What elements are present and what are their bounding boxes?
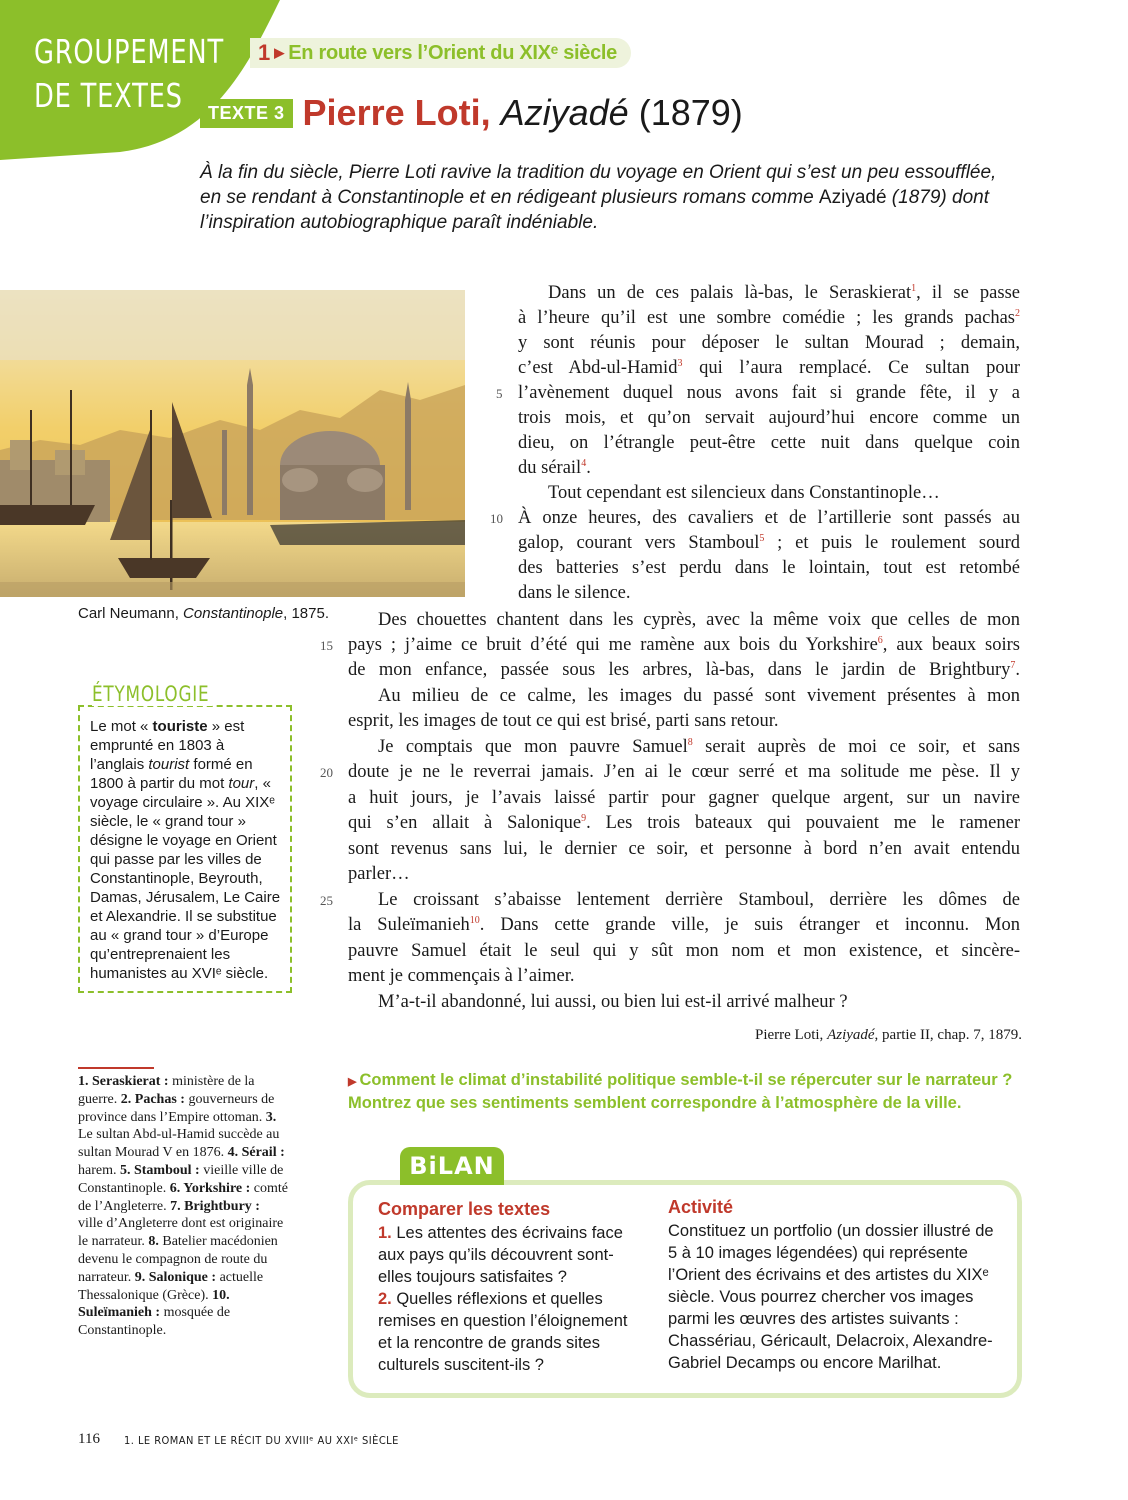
compare-question-1 bbox=[378, 1222, 640, 1288]
etymology-box bbox=[78, 705, 292, 993]
title-year: (1879) bbox=[638, 92, 743, 133]
etym-part3: formé en 1800 à partir du mot bbox=[90, 756, 253, 792]
text-seg: ; et puis le roulement sourd bbox=[764, 533, 1020, 553]
group-title-line2: DE TEXTES bbox=[34, 76, 183, 115]
text-seg: pays ; j’aime ce bruit d’été qui me ramène aux bois du Yorkshire bbox=[348, 635, 878, 655]
triangle-arrow-icon: ▶ bbox=[348, 1076, 360, 1088]
source-citation bbox=[755, 1027, 1022, 1044]
text-seg: a huit jours, je l’avais laissé partir pour gagner quelque argent, sur un navire bbox=[348, 788, 1020, 808]
text-seg: doute je ne le reverrai jamais. J’en ai le cœur serré et ma solitude me pèse. Il y bbox=[348, 762, 1020, 782]
text-line bbox=[348, 964, 575, 989]
page-title bbox=[303, 92, 743, 134]
text-line bbox=[518, 381, 1020, 406]
group-title bbox=[34, 30, 224, 118]
text-seg: Tout cependant est silencieux dans Constantinople… bbox=[548, 483, 940, 503]
text-seg: Le croissant s’abaisse lentement derrière Stamboul, derrière les dômes de bbox=[378, 890, 1020, 910]
text-line bbox=[548, 481, 940, 506]
etym-part4: , « voyage circulaire ». Au XIXᵉ siècle, le « grand tour » désigne le voyage en Orient qui passe par les villes de Constantinople, Beyrouth, Damas, Jérusalem, Le Caire et Alexandrie. Il se substitue au « grand tour » d’Europe qu’entreprenaient les humanistes au XVIᵉ siècle. bbox=[90, 775, 281, 982]
text-seg: M’a-t-il abandonné, lui aussi, ou bien lui est-il arrivé malheur ? bbox=[378, 992, 848, 1012]
line-number: 25 bbox=[320, 893, 333, 908]
footnote-term: 9. Salonique : bbox=[134, 1269, 217, 1285]
text-seg: des batteries s’est perdu dans le lointain, tout est retombé bbox=[518, 558, 1020, 578]
text-seg: pauvre Samuel était le seul qui y sût mon nom et mon existence, et sincère- bbox=[348, 941, 1020, 961]
footnote-ref: 5 bbox=[759, 532, 765, 544]
text-line bbox=[378, 684, 1020, 709]
text-line bbox=[378, 608, 1020, 633]
footnote-term: 10. Suleïmanieh : bbox=[78, 1287, 230, 1321]
text-seg: la Suleïmanieh bbox=[348, 915, 470, 935]
reading-question bbox=[348, 1070, 1038, 1114]
text-line bbox=[548, 281, 1020, 306]
text-line bbox=[518, 506, 1020, 531]
text-seg: c’est Abd-ul-Hamid bbox=[518, 358, 678, 378]
intro-part2: (1879) dont l’inspiration autobiographique paraît indéniable. bbox=[200, 187, 989, 233]
source-work: Aziyadé bbox=[827, 1027, 875, 1043]
intro-work: Aziyadé bbox=[818, 187, 887, 208]
bilan-activity bbox=[668, 1196, 998, 1374]
route-number: 1 bbox=[258, 40, 271, 65]
compare-question-2 bbox=[378, 1288, 640, 1376]
etym-tour: tour bbox=[228, 775, 255, 792]
route-title: En route vers l’Orient du XIXᵉ siècle bbox=[288, 41, 618, 64]
text-seg: trois mois, et qu’on servait aujourd’hui encore comme un bbox=[518, 408, 1020, 428]
etym-word: touriste bbox=[152, 718, 208, 735]
text-seg: Je comptais que mon pauvre Samuel bbox=[378, 737, 688, 757]
footnotes bbox=[78, 1073, 288, 1340]
title-author: Pierre Loti, bbox=[302, 92, 491, 133]
text-line bbox=[518, 306, 1020, 331]
question-line1: Comment le climat d’instabilité politique semble-t-il se répercuter sur le narrateur ? bbox=[359, 1071, 1013, 1089]
footnote-rule bbox=[78, 1067, 154, 1069]
footnote-term: 8. bbox=[148, 1234, 159, 1250]
text-line bbox=[348, 939, 1020, 964]
page-number: 116 bbox=[78, 1431, 100, 1447]
group-title-line1: GROUPEMENT bbox=[34, 32, 224, 71]
text-line bbox=[348, 709, 779, 734]
text-line bbox=[348, 760, 1020, 785]
question-line2: Montrez que ses sentiments semblent correspondre à l’atmosphère de la ville. bbox=[348, 1094, 962, 1112]
running-footer: 1. LE ROMAN ET LE RÉCIT DU XVIIIᵉ AU XXIᵉ SIÈCLE bbox=[124, 1434, 399, 1447]
constantinople-painting bbox=[0, 290, 465, 597]
footnote-term: 7. Brightbury : bbox=[170, 1198, 260, 1214]
footnote-ref: 4 bbox=[581, 457, 587, 469]
footnote-term: 6. Yorkshire : bbox=[169, 1180, 251, 1196]
text-seg: galop, courant vers Stamboul bbox=[518, 533, 760, 553]
painting-caption bbox=[78, 605, 329, 622]
title-work: Aziyadé bbox=[500, 92, 629, 133]
footnote-def: vieille ville de Constantinople. bbox=[78, 1162, 284, 1196]
text-line bbox=[518, 406, 1020, 431]
line-number: 10 bbox=[490, 511, 503, 526]
text-seg: parler… bbox=[348, 864, 410, 884]
text-seg: esprit, les images de tout ce qui est brisé, parti sans retour. bbox=[348, 711, 779, 731]
footnote-ref: 1 bbox=[911, 282, 917, 294]
footnote-def: comté de l’Angleterre. bbox=[78, 1180, 288, 1214]
footnote-ref: 9 bbox=[581, 812, 587, 824]
text-seg: À onze heures, des cavaliers et de l’artillerie sont passés au bbox=[518, 508, 1020, 528]
caption-year: , 1875. bbox=[283, 605, 329, 622]
footnote-ref: 10 bbox=[469, 914, 480, 926]
text-seg: . Dans cette grande ville, je suis étranger et inconnu. Mon bbox=[479, 915, 1020, 935]
intro-part1: À la fin du siècle, Pierre Loti ravive la tradition du voyage en Orient qui s’est un peu essoufflée, en se rendant à Constantinople et en rédigeant plusieurs romans comme bbox=[200, 162, 997, 208]
text-line bbox=[518, 581, 631, 606]
text-seg: , aux beaux soirs bbox=[882, 635, 1020, 655]
text-seg: serait auprès de moi ce soir, et sans bbox=[692, 737, 1020, 757]
text-seg: y sont réunis pour déposer le sultan Mourad ; demain, bbox=[518, 333, 1020, 353]
footnote-def: gouverneurs de province dans l’Empire ottoman. bbox=[78, 1091, 275, 1125]
text-line bbox=[518, 556, 1020, 581]
text-seg: dans le silence. bbox=[518, 583, 631, 603]
text-line bbox=[348, 658, 1020, 683]
text-seg: de mon enfance, passée sous les arbres, là-bas, dans le jardin de Brightbury bbox=[348, 660, 1011, 680]
text-seg: qui l’aura remplacé. Ce sultan pour bbox=[682, 358, 1020, 378]
bilan-compare bbox=[378, 1198, 640, 1376]
text-line bbox=[378, 888, 1020, 913]
triangle-arrow-icon: ▶ bbox=[274, 45, 285, 60]
footnote-term: 3. bbox=[265, 1109, 277, 1125]
caption-author: Carl Neumann, bbox=[78, 605, 184, 622]
text-seg: Des chouettes chantent dans les cyprès, avec la même voix que celles de mon bbox=[378, 610, 1020, 630]
footnote-def: Le sultan Abd-ul-Hamid succède au sultan Mourad V en 1876. bbox=[78, 1127, 280, 1161]
text-line bbox=[518, 356, 1020, 381]
text-seg: qui s’en allait à Salonique bbox=[348, 813, 582, 833]
footnote-term: 2. Pachas : bbox=[120, 1091, 185, 1107]
footnote-ref: 3 bbox=[677, 357, 683, 369]
question-text: Quelles réflexions et quelles remises en question l’éloignement et la rencontre de grands sites culturels suscitent-ils ? bbox=[378, 1290, 628, 1374]
footnote-def: mosquée de Constantinople. bbox=[78, 1305, 231, 1339]
bilan-tab: BiLAN bbox=[400, 1147, 504, 1185]
text-line bbox=[348, 913, 1020, 938]
compare-title: Comparer les textes bbox=[378, 1199, 551, 1219]
footnote-def: actuelle Thessalonique (Grèce). bbox=[78, 1269, 264, 1303]
text-line bbox=[378, 735, 1020, 760]
text-line bbox=[348, 811, 1020, 836]
text-line bbox=[348, 837, 1020, 862]
caption-work: Constantinople bbox=[183, 605, 284, 622]
footnote-ref: 6 bbox=[877, 634, 883, 646]
text-line bbox=[518, 331, 1020, 356]
footnote-term: 5. Stamboul : bbox=[119, 1162, 200, 1178]
footnote-ref: 8 bbox=[687, 736, 693, 748]
footnote-ref: 7 bbox=[1010, 659, 1016, 671]
source-rest: , partie II, chap. 7, 1879. bbox=[874, 1027, 1022, 1043]
text-heading bbox=[200, 92, 743, 134]
text-seg: sont revenus sans lui, le dernier ce soir, et personne à bord n’en avait entendu bbox=[348, 839, 1020, 859]
line-number: 5 bbox=[496, 386, 503, 401]
text-line bbox=[348, 786, 1020, 811]
etymology-title: ÉTYMOLOGIE bbox=[92, 682, 213, 706]
texte-badge: TEXTE 3 bbox=[200, 99, 293, 128]
footnote-term: 4. Sérail : bbox=[227, 1145, 285, 1161]
footnote-def: ville d’Angleterre dont est originaire le narrateur. bbox=[78, 1216, 284, 1250]
etym-part2: » est emprunté en 1803 à l’anglais bbox=[90, 718, 245, 773]
footnote-term: 1. Seraskierat : bbox=[78, 1074, 169, 1089]
text-line bbox=[518, 531, 1020, 556]
text-line bbox=[518, 456, 591, 481]
text-line bbox=[378, 990, 848, 1015]
question-number: 1. bbox=[378, 1224, 392, 1242]
intro-paragraph bbox=[200, 160, 1020, 235]
question-text: Les attentes des écrivains face aux pays qu’ils découvrent sont-elles toujours satisfaites ? bbox=[378, 1224, 623, 1286]
line-number: 15 bbox=[320, 638, 333, 653]
text-seg: dieu, on l’étrangle peut-être cette nuit dans quelque coin bbox=[518, 433, 1020, 453]
footnote-ref: 2 bbox=[1015, 307, 1020, 319]
footnote-def: harem. bbox=[78, 1162, 120, 1178]
activity-title: Activité bbox=[668, 1197, 734, 1217]
text-seg: Au milieu de ce calme, les images du passé sont vivement présentes à mon bbox=[378, 686, 1020, 706]
text-line bbox=[348, 862, 410, 887]
text-seg: . bbox=[1015, 660, 1020, 680]
activity-artists: Chassériau, Géricault, Delacroix, Alexandre-Gabriel Decamps ou encore Marilhat. bbox=[668, 1332, 993, 1372]
text-line bbox=[518, 431, 1020, 456]
activity-text: Constituez un portfolio (un dossier illustré de 5 à 10 images légendées) qui représente l’Orient des écrivains et des artistes du XIXᵉ siècle. Vous pourrez chercher vos images parmi les œuvres des artistes suivants : bbox=[668, 1222, 994, 1328]
text-seg: ment je commençais à l’aimer. bbox=[348, 966, 575, 986]
text-seg: . Les trois bateaux qui pouvaient me le ramener bbox=[586, 813, 1020, 833]
etym-part1: Le mot « bbox=[90, 718, 153, 735]
source-author: Pierre Loti, bbox=[754, 1027, 828, 1043]
text-line bbox=[348, 633, 1020, 658]
text-seg: l’avènement duquel nous avons fait si grande fête, il y a bbox=[518, 383, 1020, 403]
footnote-def: Batelier macédonien devenu le compagnon de route du narrateur. bbox=[78, 1234, 278, 1285]
question-number: 2. bbox=[378, 1290, 392, 1308]
line-number: 20 bbox=[320, 765, 333, 780]
text-seg: . bbox=[586, 458, 591, 478]
text-seg: Dans un de ces palais là-bas, le Seraskierat bbox=[548, 283, 912, 303]
text-seg: à l’heure qu’il est une sombre comédie ; les grands pachas bbox=[518, 308, 1015, 328]
footnote-def: ministère de la guerre. bbox=[78, 1074, 255, 1107]
route-tag bbox=[250, 38, 631, 68]
text-seg: du sérail bbox=[518, 458, 582, 478]
etym-english: tourist bbox=[148, 756, 190, 773]
text-seg: , il se passe bbox=[916, 283, 1020, 303]
